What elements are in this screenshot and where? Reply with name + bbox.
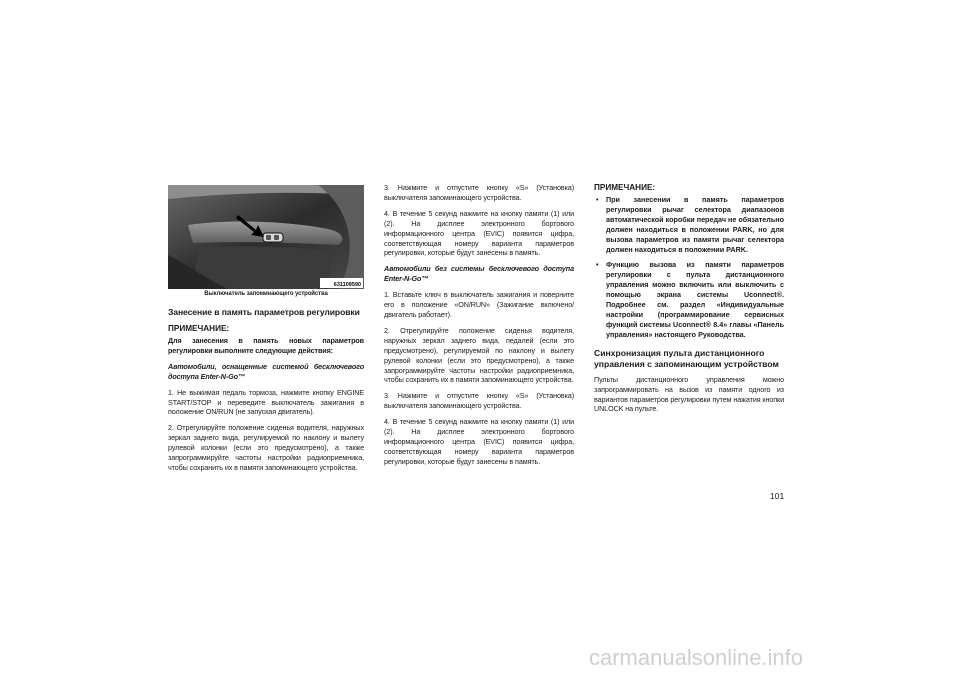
figure-code: 631109590 (333, 282, 361, 288)
alt-step-2: 2. Отрегулируйте положение сиденья водителя, наружных зеркал заднего вида, педалей (если это предусмотрено), регулируемой по наклону и вылету рулевой колонки (если это предусмотрено), а также запрограммируйте частоты настройки радиоприемника, чтобы сохранить их в памяти запоминающего устройства. (384, 325, 574, 385)
column-left (168, 185, 364, 479)
alt-step-4: 4. В течение 5 секунд нажмите на кнопку памяти (1) или (2). На дисплее электронного бортового информационного центра (EVIC) появится цифра, соответствующая номеру варианта параметров регулировки, которые будут занесены в память. (384, 417, 574, 466)
subheading-no-keyless: Автомобили без системы бесключевого доступа Enter-N-Go™ (384, 264, 574, 284)
step-3: 3. Нажмите и отпустите кнопку «S» (Установка) выключателя запоминающего устройства. (384, 183, 574, 202)
memory-switch-photo (168, 185, 364, 289)
sync-heading: Синхронизация пульта дистанционного управления с запоминающим устройством (594, 347, 779, 369)
alt-step-1: 1. Вставьте ключ в выключатель зажигания и поверните его в положение «ON/RUN» (Зажигание включено/двигатель работает). (384, 290, 574, 319)
note-bullet-uconnect: • Функцию вызова из памяти параметров регулировки с пульта дистанционного управления можно включить или выключить с помощью экрана системы Uconnect®. Подробнее см. раздел «Индивидуальные настройки (программирование сервисных функций системы Uconnect® 8.4» главы «Панель управления» настоящего Руководства. (594, 260, 784, 339)
step-2: 2. Отрегулируйте положение сиденья водителя, наружных зеркал заднего вида, регулируемой по наклону и вылету рулевой колонки (если это предусмотрено), а также запрограммируйте частоты настройки радиоприемника, чтобы сохранить их в памяти запоминающего устройства. (168, 423, 364, 472)
step-1: 1. Не выжимая педаль тормоза, нажмите кнопку ENGINE START/STOP и переведите выключатель зажигания в положение ON/RUN (не запуская двигатель). (168, 387, 364, 417)
note-bullets (594, 195, 784, 340)
page-number: 101 (770, 491, 785, 501)
column-middle (384, 183, 574, 473)
sync-text: Пульты дистанционного управления можно запрограммировать на вызов из памяти одного из вариантов параметров регулировки путем нажатия кнопки UNLOCK на пульте. (594, 374, 784, 414)
figure-caption: Выключатель запоминающего устройства (204, 291, 328, 297)
watermark: carmanualsonline.info (589, 645, 804, 670)
note-heading-right: ПРИМЕЧАНИЕ: (594, 183, 656, 192)
section-heading: Занесение в память параметров регулировки (168, 307, 360, 317)
note-heading: ПРИМЕЧАНИЕ: (168, 324, 230, 333)
step-4: 4. В течение 5 секунд нажмите на кнопку памяти (1) или (2). На дисплее электронного бортового информационного центра (EVIC) появится цифра, соответствующая номеру варианта параметров регулировки, которые будут занесены в память. (384, 208, 574, 258)
door-panel-illustration (168, 185, 364, 289)
column-right (594, 183, 784, 420)
subheading-keyless: Автомобили, оснащенные системой бесключевого доступа Enter-N-Go™ (168, 361, 364, 381)
note-text: Для занесения в память новых параметров регулировки выполните следующие действия: (168, 336, 364, 355)
alt-step-3: 3. Нажмите и отпустите кнопку «S» (Установка) выключателя запоминающего устройства. (384, 391, 574, 411)
note-bullet-park: • При занесении в память параметров регулировки рычаг селектора диапазонов автоматической коробки передач не обязательно должен находиться в положении PARK, но для вызова параметров из памяти рычаг селектора должен находиться в положении PARK. (594, 195, 784, 254)
